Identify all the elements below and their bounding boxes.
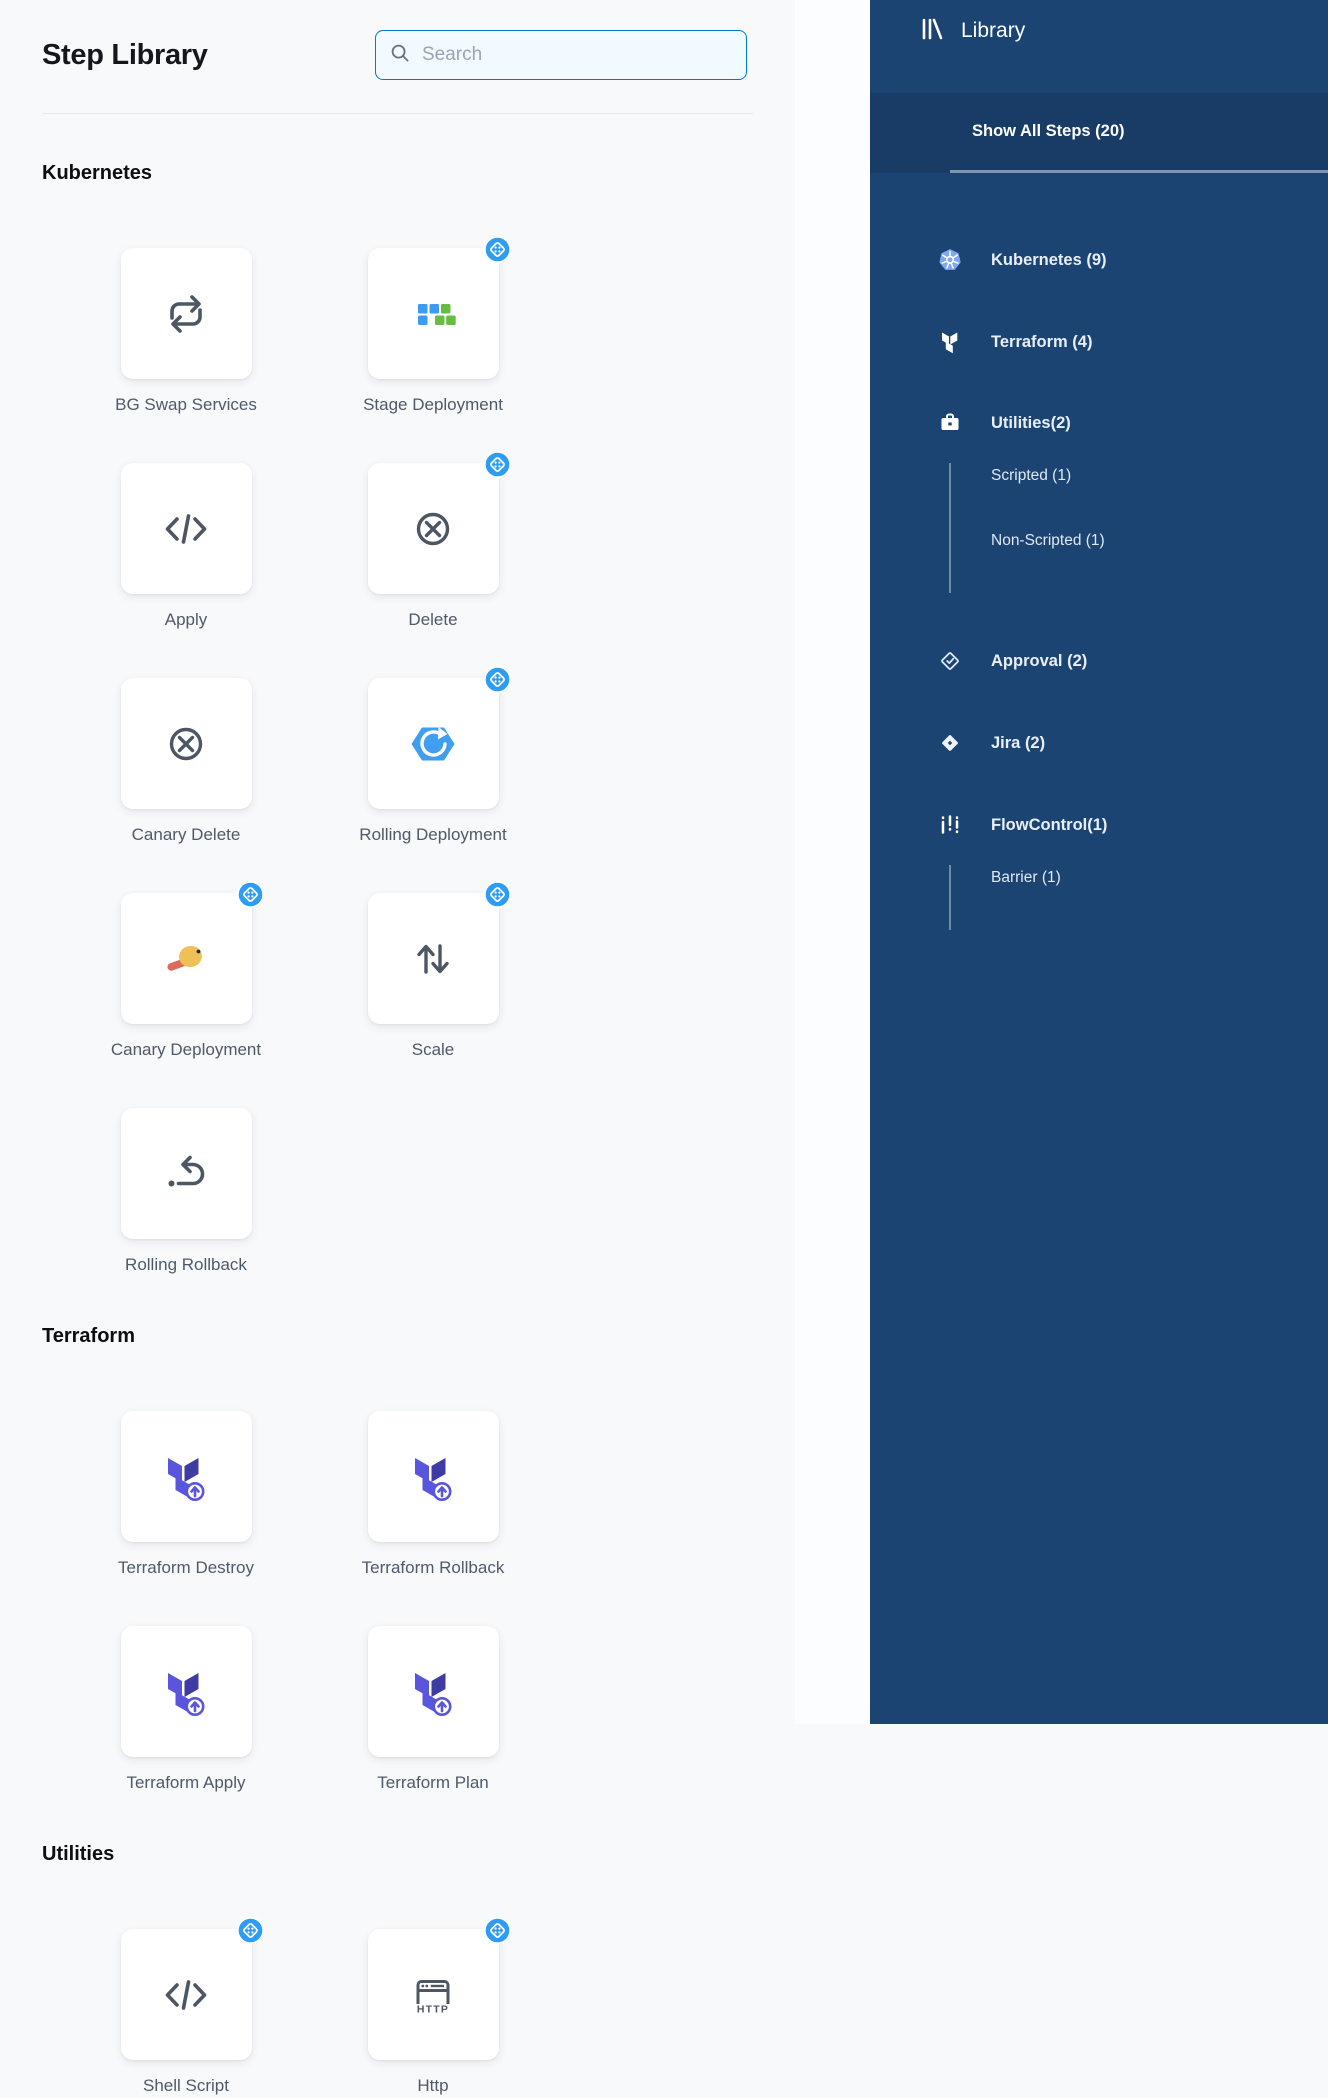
section-title: Kubernetes [42, 162, 153, 184]
step-label: Terraform Plan [377, 1773, 489, 1792]
sidebar-title: Library [961, 19, 1026, 42]
step-label: Shell Script [143, 2076, 229, 2095]
step-card-scale[interactable] [368, 893, 499, 1024]
section-kubernetes [42, 162, 747, 1277]
sidebar-item-label: Terraform (4) [991, 332, 1093, 351]
step-cell [318, 248, 548, 417]
search-box[interactable] [375, 30, 747, 80]
step-cell [318, 893, 548, 1062]
sidebar-item-label: Jira (2) [991, 733, 1046, 752]
briefcase-icon [938, 411, 962, 435]
step-label: Canary Delete [131, 825, 241, 844]
step-card-http[interactable] [368, 1929, 499, 2060]
section-utilities [42, 1843, 747, 2098]
sidebar-item-label: FlowControl(1) [991, 815, 1108, 834]
step-card-delete[interactable] [368, 463, 499, 594]
step-card-terraform-apply[interactable] [121, 1626, 252, 1757]
up-down-arrows-icon [409, 935, 457, 983]
step-label: Terraform Apply [126, 1773, 246, 1792]
step-cell [71, 893, 301, 1062]
step-label: Terraform Rollback [361, 1558, 505, 1577]
step-label: Http [417, 2076, 449, 2095]
step-card-terraform-plan[interactable] [368, 1626, 499, 1757]
circle-cross-icon [409, 505, 457, 553]
step-cell [71, 1626, 301, 1795]
jira-diamond-icon [938, 731, 962, 755]
step-card-rolling-deployment[interactable] [368, 678, 499, 809]
step-label: Delete [408, 610, 458, 629]
hexagon-refresh-icon [409, 720, 457, 768]
step-cell [318, 678, 548, 847]
terraform-icon [162, 1668, 210, 1716]
step-cell [318, 463, 548, 632]
step-badge-icon [484, 236, 511, 263]
library-icon [920, 17, 944, 46]
sidebar-subitem-label: Non-Scripted (1) [991, 532, 1105, 549]
sidebar-item-terraform[interactable] [938, 327, 1092, 357]
subgroup-line [949, 463, 951, 593]
sidebar-item-flowcontrol[interactable] [938, 810, 1107, 840]
terraform-icon [409, 1453, 457, 1501]
step-cell [71, 248, 301, 417]
sidebar-subitem-scripted[interactable] [991, 463, 1071, 489]
header-divider [42, 113, 753, 114]
sidebar-item-label: Approval (2) [991, 651, 1088, 670]
section-title: Utilities [42, 1843, 115, 1865]
canary-bird-icon [162, 935, 210, 983]
step-label: Canary Deployment [110, 1040, 262, 1059]
step-card-bg-swap-services[interactable] [121, 248, 252, 379]
terraform-icon [409, 1668, 457, 1716]
step-card-terraform-rollback[interactable] [368, 1411, 499, 1542]
sidebar-item-utilities[interactable] [938, 408, 1071, 438]
step-sections [42, 162, 747, 2098]
tab-show-all-steps[interactable]: Show All Steps (20) [972, 122, 1125, 140]
step-badge-icon [484, 881, 511, 908]
step-label: BG Swap Services [115, 395, 257, 414]
subgroup-line [949, 865, 951, 930]
section-title: Terraform [42, 1325, 135, 1347]
page-title: Step Library [42, 38, 208, 71]
sidebar-tab-band [870, 93, 1328, 173]
sidebar-header [870, 0, 1328, 62]
sidebar-subitem-barrier[interactable] [991, 865, 1061, 891]
code-icon [162, 505, 210, 553]
tab-underline [950, 170, 1328, 173]
step-cell [71, 1411, 301, 1580]
card-grid [71, 248, 783, 1277]
sidebar-item-kubernetes[interactable] [938, 245, 1107, 275]
step-label: Scale [411, 1040, 455, 1059]
step-card-terraform-destroy[interactable] [121, 1411, 252, 1542]
terraform-icon [162, 1453, 210, 1501]
sidebar-item-label: Kubernetes (9) [991, 250, 1107, 269]
step-label: Stage Deployment [363, 395, 503, 414]
step-cell [318, 1411, 548, 1580]
sidebar-subitem-non-scripted[interactable] [991, 528, 1105, 554]
panel-gutter [795, 0, 870, 1724]
card-grid [71, 1411, 783, 1795]
step-badge-icon [237, 881, 264, 908]
step-cell [71, 1108, 301, 1277]
sidebar-item-label: Utilities(2) [991, 413, 1071, 432]
step-cell [318, 1626, 548, 1795]
step-label: Rolling Deployment [359, 825, 507, 844]
step-card-canary-deployment[interactable] [121, 893, 252, 1024]
step-card-canary-delete[interactable] [121, 678, 252, 809]
library-sidebar [870, 0, 1328, 1724]
sidebar-subitem-label: Scripted (1) [991, 467, 1072, 484]
step-cell [71, 463, 301, 632]
step-card-rolling-rollback[interactable] [121, 1108, 252, 1239]
http-browser-icon [409, 1971, 457, 2019]
rollback-arrow-icon [162, 1150, 210, 1198]
sidebar-subitem-label: Barrier (1) [991, 869, 1061, 886]
step-badge-icon [484, 1917, 511, 1944]
step-card-shell-script[interactable] [121, 1929, 252, 2060]
search-input[interactable] [420, 43, 732, 67]
card-grid [71, 1929, 783, 2098]
circle-cross-icon [162, 720, 210, 768]
swap-arrows-icon [162, 290, 210, 338]
step-card-apply[interactable] [121, 463, 252, 594]
panel-header [42, 30, 747, 80]
blocks-icon [409, 290, 457, 338]
terraform-logo-icon [938, 330, 962, 354]
flow-sliders-icon [938, 813, 962, 837]
code-icon [162, 1971, 210, 2019]
step-cell [71, 678, 301, 847]
section-terraform [42, 1325, 747, 1795]
step-label: Apply [164, 610, 208, 629]
search-icon [390, 43, 410, 68]
step-label: Rolling Rollback [125, 1255, 247, 1274]
sidebar-items [870, 176, 1328, 1724]
step-cell [318, 1929, 548, 2098]
step-card-stage-deployment[interactable] [368, 248, 499, 379]
step-badge-icon [484, 451, 511, 478]
step-badge-icon [484, 666, 511, 693]
svg-text:HTTP: HTTP [416, 2003, 450, 2015]
step-cell [71, 1929, 301, 2098]
step-badge-icon [237, 1917, 264, 1944]
approval-check-diamond-icon [938, 649, 962, 673]
step-label: Terraform Destroy [117, 1558, 255, 1577]
kubernetes-wheel-icon [938, 248, 962, 272]
sidebar-item-jira[interactable] [938, 728, 1045, 758]
sidebar-item-approval[interactable] [938, 646, 1087, 676]
